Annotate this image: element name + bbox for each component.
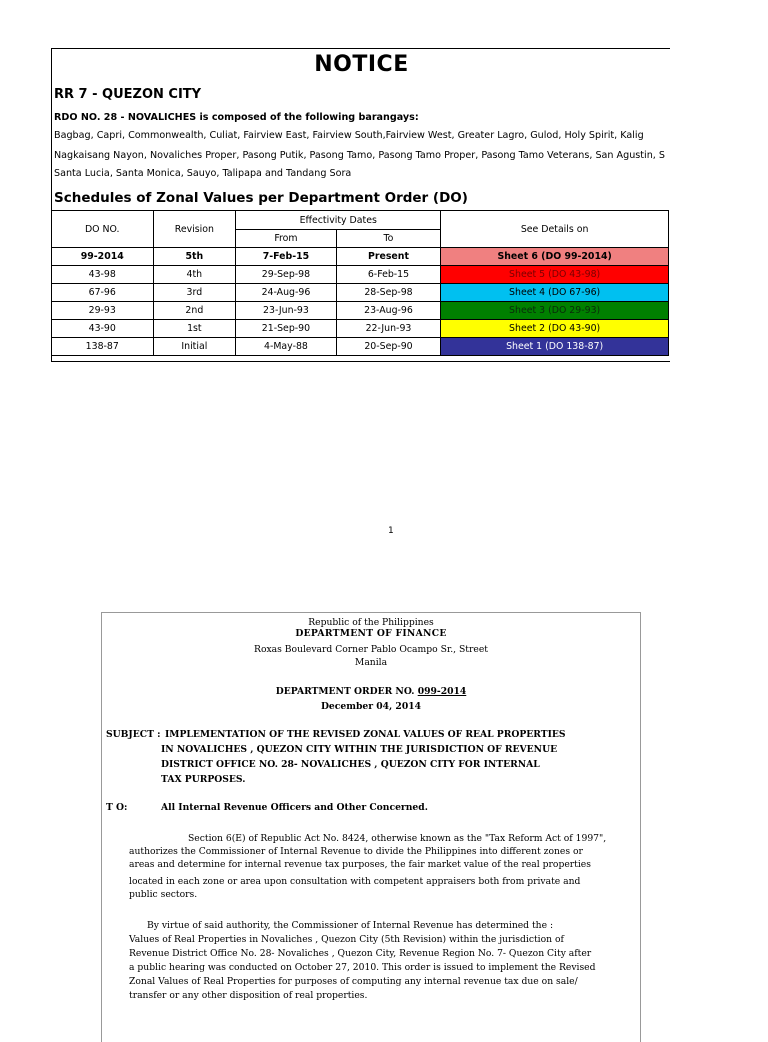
cell-from: 23-Jun-93: [236, 302, 336, 320]
cell-revision: 4th: [153, 266, 236, 284]
cell-revision: 5th: [153, 248, 236, 266]
region-title: RR 7 - QUEZON CITY: [54, 87, 202, 102]
notice-title: NOTICE: [314, 52, 409, 77]
cell-from: 7-Feb-15: [236, 248, 336, 266]
header-revision: Revision: [153, 211, 236, 248]
header-from: From: [236, 230, 336, 248]
cell-details[interactable]: Sheet 4 (DO 67-96): [441, 284, 669, 302]
subject-line: TAX PURPOSES.: [161, 774, 246, 785]
cell-revision: Initial: [153, 338, 236, 356]
paragraph-1-line: public sectors.: [129, 889, 198, 900]
cell-revision: 3rd: [153, 284, 236, 302]
cell-details[interactable]: Sheet 3 (DO 29-93): [441, 302, 669, 320]
cell-do-no: 43-90: [52, 320, 154, 338]
to-recipients: All Internal Revenue Officers and Other Concerned.: [161, 802, 428, 813]
cell-do-no: 99-2014: [52, 248, 154, 266]
cell-to: 20-Sep-90: [336, 338, 441, 356]
republic-line: Republic of the Philippines: [308, 617, 434, 628]
barangay-line: Bagbag, Capri, Commonwealth, Culiat, Fairview East, Fairview South,Fairview West, Greater Lagro, Gulod, Holy Spirit, Kalig: [54, 130, 644, 141]
header-do-no: DO NO.: [52, 211, 154, 248]
department-order-table: [51, 210, 669, 356]
paragraph-1-line: located in each zone or area upon consultation with competent appraisers both from private and: [129, 876, 581, 887]
department-city: Manila: [354, 657, 388, 668]
barangay-line: Santa Lucia, Santa Monica, Sauyo, Talipapa and Tandang Sora: [54, 168, 352, 179]
cell-do-no: 29-93: [52, 302, 154, 320]
subject-line: IN NOVALICHES , QUEZON CITY WITHIN THE JURISDICTION OF REVENUE: [161, 744, 558, 755]
subject-line: IMPLEMENTATION OF THE REVISED ZONAL VALUES OF REAL PROPERTIES: [165, 729, 566, 740]
cell-revision: 2nd: [153, 302, 236, 320]
table-row: [52, 266, 669, 284]
header-to: To: [336, 230, 441, 248]
paragraph-2-line: transfer or any other disposition of real properties.: [129, 990, 368, 1001]
schedule-title: Schedules of Zonal Values per Department Order (DO): [54, 190, 468, 206]
order-label: DEPARTMENT ORDER NO.: [275, 686, 418, 697]
cell-to: 23-Aug-96: [336, 302, 441, 320]
table-row: [52, 248, 669, 266]
paragraph-1-line: Section 6(E) of Republic Act No. 8424, otherwise known as the "Tax Reform Act of 1997",: [188, 833, 607, 844]
paragraph-2-line: By virtue of said authority, the Commissioner of Internal Revenue has determined the :: [147, 920, 554, 931]
cell-from: 21-Sep-90: [236, 320, 336, 338]
cell-to: 6-Feb-15: [336, 266, 441, 284]
header-details: See Details on: [441, 211, 669, 248]
barangay-line: Nagkaisang Nayon, Novaliches Proper, Pasong Putik, Pasong Tamo, Pasong Tamo Proper, Pasong Tamo Veterans, San Agustin, S: [54, 150, 665, 161]
subject-label: SUBJECT :: [106, 729, 161, 740]
cell-to: Present: [336, 248, 441, 266]
paragraph-2-line: Zonal Values of Real Properties for purposes of computing any internal revenue tax due on sale/: [129, 976, 578, 987]
rdo-line: RDO NO. 28 - NOVALICHES is composed of the following barangays:: [54, 112, 419, 123]
paragraph-1-line: authorizes the Commissioner of Internal Revenue to divide the Philippines into different zones or: [129, 846, 583, 857]
order-date: December 04, 2014: [320, 701, 422, 712]
cell-from: 4-May-88: [236, 338, 336, 356]
table-row: [52, 320, 669, 338]
notice-sheet: [51, 48, 670, 362]
cell-details[interactable]: Sheet 5 (DO 43-98): [441, 266, 669, 284]
cell-to: 28-Sep-98: [336, 284, 441, 302]
cell-details[interactable]: Sheet 2 (DO 43-90): [441, 320, 669, 338]
department-name: DEPARTMENT OF FINANCE: [295, 628, 447, 639]
header-effectivity: Effectivity Dates: [236, 211, 441, 230]
cell-from: 24-Aug-96: [236, 284, 336, 302]
table-row: [52, 302, 669, 320]
order-number: 099-2014: [417, 686, 467, 697]
cell-details[interactable]: Sheet 6 (DO 99-2014): [441, 248, 669, 266]
page-number: 1: [388, 526, 394, 536]
cell-details[interactable]: Sheet 1 (DO 138-87): [441, 338, 669, 356]
cell-revision: 1st: [153, 320, 236, 338]
paragraph-1-line: areas and determine for internal revenue tax purposes, the fair market value of the real properties: [129, 859, 591, 870]
cell-from: 29-Sep-98: [236, 266, 336, 284]
cell-do-no: 67-96: [52, 284, 154, 302]
to-label: T O:: [106, 802, 128, 813]
table-row: [52, 338, 669, 356]
department-address: Roxas Boulevard Corner Pablo Ocampo Sr., Street: [254, 644, 488, 655]
table-row: [52, 284, 669, 302]
subject-line: DISTRICT OFFICE NO. 28- NOVALICHES , QUEZON CITY FOR INTERNAL: [161, 759, 540, 770]
cell-to: 22-Jun-93: [336, 320, 441, 338]
cell-do-no: 43-98: [52, 266, 154, 284]
paragraph-2-line: Revenue District Office No. 28- Novaliches , Quezon City, Revenue Region No. 7- Quezon City after: [129, 948, 592, 959]
paragraph-2-line: Values of Real Properties in Novaliches , Quezon City (5th Revision) within the jurisdiction of: [129, 934, 564, 945]
paragraph-2-line: a public hearing was conducted on October 27, 2010. This order is issued to implement the Revised: [129, 962, 596, 973]
order-number-line: [102, 686, 640, 697]
department-order-document: [101, 612, 641, 1042]
cell-do-no: 138-87: [52, 338, 154, 356]
